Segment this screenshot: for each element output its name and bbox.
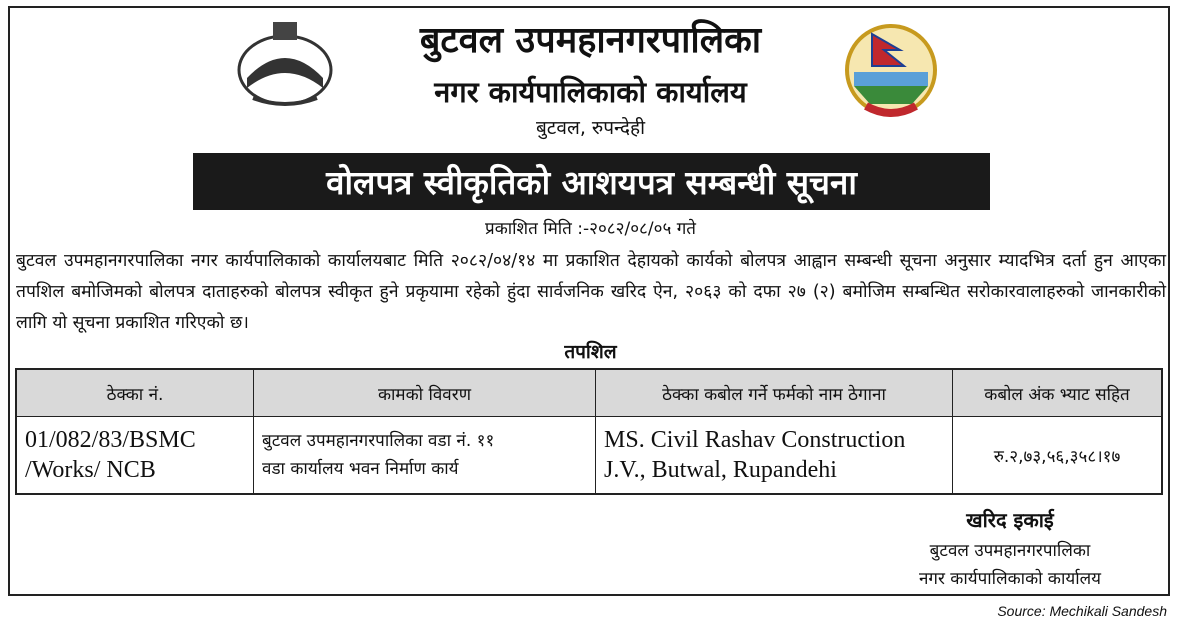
office-name: नगर कार्यपालिकाको कार्यालय	[434, 75, 747, 109]
notice-title: वोलपत्र स्वीकृतिको आशयपत्र सम्बन्धी सूचना	[193, 153, 990, 210]
signature-office: नगर कार्यपालिकाको कार्यालय	[918, 569, 1102, 589]
col-work-description: कामको विवरण	[254, 369, 596, 417]
published-date: प्रकाशित मिति :-२०८२/०८/०५ गते	[485, 219, 696, 239]
firm-line: J.V., Butwal, Rupandehi	[604, 457, 837, 483]
table-header-row	[16, 369, 1162, 417]
col-firm: ठेक्का कबोल गर्ने फर्मको नाम ठेगाना	[596, 369, 953, 417]
contract-no-cell	[16, 417, 254, 495]
firm-cell	[596, 417, 953, 495]
office-location: बुटवल, रुपन्देही	[535, 117, 646, 139]
work-line: वडा कार्यालय भवन निर्माण कार्य	[262, 459, 459, 479]
work-description-cell	[254, 417, 596, 495]
table-title: तपशिल	[564, 341, 617, 363]
contract-no-line: /Works/ NCB	[25, 457, 156, 483]
notice-body: बुटवल उपमहानगरपालिका नगर कार्यपालिकाको कार्यालयबाट मिति २०८२/०४/१४ मा प्रकाशित देहायको कार्यको बोलपत्र आह्वान सम्बन्धी सूचना अनुसार म्यादभित्र दर्ता हुन आएका तपशिल बमोजिमको बोलपत्र दाताहरुको बोलपत्र स्वीकृत हुने प्रकृयामा रहेको हुंदा सार्वजनिक खरिद ऐन, २०६३ को दफा २७ (२) बमोजिम सम्बन्धित सरोकारवालाहरुको जानकारीको लागि यो सूचना प्रकाशित गरिएको छ।	[16, 251, 1166, 333]
bid-table	[15, 368, 1163, 495]
firm-line: MS. Civil Rashav Construction	[604, 427, 906, 453]
amount-cell: रु.२,७३,५६,३५८।१७	[953, 417, 1163, 495]
municipality-name: बुटवल उपमहानगरपालिका	[419, 20, 762, 61]
contract-no-line: 01/082/83/BSMC	[25, 427, 196, 453]
col-contract-no: ठेक्का नं.	[16, 369, 254, 417]
signature-title: खरिद इकाई	[966, 508, 1054, 532]
work-line: बुटवल उपमहानगरपालिका वडा नं. ११	[262, 431, 495, 451]
source-credit: Source: Mechikali Sandesh	[997, 603, 1167, 619]
signature-municipality: बुटवल उपमहानगरपालिका	[929, 541, 1091, 561]
table-row	[16, 417, 1162, 495]
col-amount: कबोल अंक भ्याट सहित	[953, 369, 1163, 417]
